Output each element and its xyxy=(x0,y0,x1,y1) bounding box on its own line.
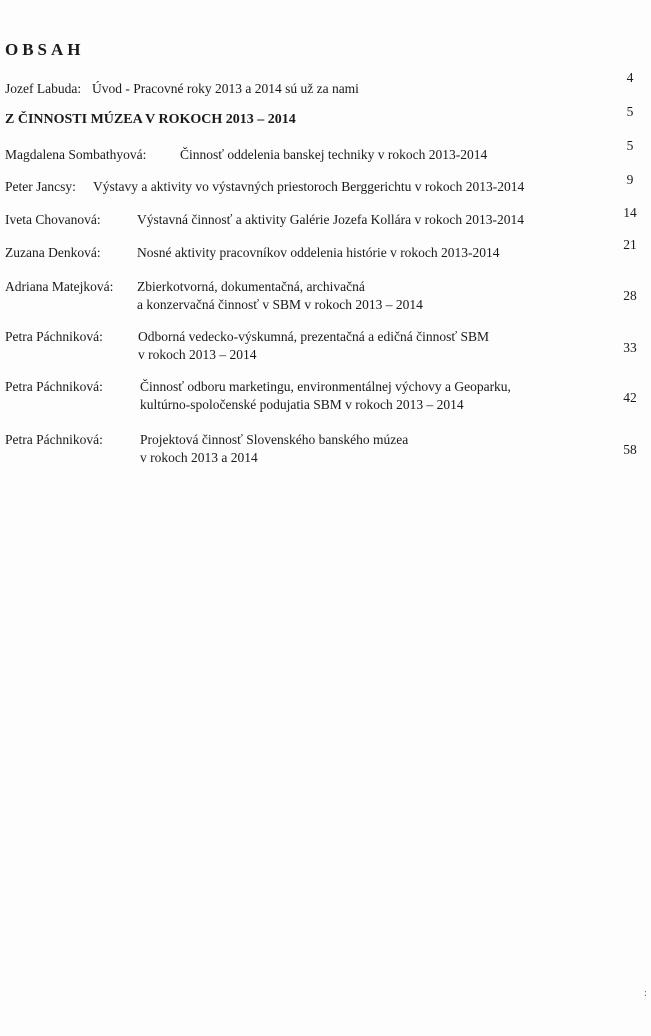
entry-author: Adriana Matejková: xyxy=(5,279,114,294)
entry-page-number: 21 xyxy=(623,237,637,252)
entry-title-line: Výstavy a aktivity vo výstavných priestoroch Berggerichtu v rokoch 2013-2014 xyxy=(93,179,525,194)
entry-title xyxy=(140,378,511,414)
entry-title-line: a konzervačná činnosť v SBM v rokoch 2013 – 2014 xyxy=(137,297,423,312)
entry-page-number: 28 xyxy=(623,288,637,303)
entry-title-line: Činnosť odboru marketingu, environmentálnej výchovy a Geoparku, xyxy=(140,379,511,394)
entry-author: Magdalena Sombathyová: xyxy=(5,147,147,162)
entry-title-line: v rokoch 2013 a 2014 xyxy=(140,450,258,465)
section-page-number: 5 xyxy=(626,104,634,119)
entry-author: Petra Páchniková: xyxy=(5,329,103,344)
entry-title-line: kultúrno-spoločenské podujatia SBM v rokoch 2013 – 2014 xyxy=(140,397,464,412)
entry-page-number: 14 xyxy=(623,205,637,220)
entry-title-line: Nosné aktivity pracovníkov oddelenia histórie v rokoch 2013-2014 xyxy=(137,245,500,260)
entry-title xyxy=(137,211,524,229)
entry-title-line: Odborná vedecko-výskumná, prezentačná a edičná činnosť SBM xyxy=(138,329,490,344)
contents-heading: OBSAH xyxy=(5,40,85,59)
entry-page-number: 33 xyxy=(623,340,637,355)
entry-author: Jozef Labuda: xyxy=(5,81,82,96)
entry-title xyxy=(137,278,423,314)
entry-title xyxy=(93,178,524,196)
entry-title xyxy=(140,431,408,467)
entry-title-line: v rokoch 2013 – 2014 xyxy=(138,347,257,362)
entry-author: Zuzana Denková: xyxy=(5,245,101,260)
entry-title-line: Projektová činnosť Slovenského banského múzea xyxy=(140,432,409,447)
entry-title-line: Činnosť oddelenia banskej techniky v rokoch 2013-2014 xyxy=(180,147,488,162)
entry-title: Úvod - Pracovné roky 2013 a 2014 sú už za nami xyxy=(92,81,359,96)
entry-author: Petra Páchniková: xyxy=(5,432,103,447)
corner-mark: : xyxy=(644,988,647,999)
section-heading: Z ČINNOSTI MÚZEA V ROKOCH 2013 – 2014 xyxy=(5,112,296,127)
entry-author: Iveta Chovanová: xyxy=(5,212,101,227)
entry-title xyxy=(180,146,487,164)
entry-author: Peter Jancsy: xyxy=(5,179,76,194)
entry-title xyxy=(137,244,500,262)
entry-page-number: 4 xyxy=(626,70,634,85)
entry-title xyxy=(138,328,489,364)
entry-page-number: 42 xyxy=(623,390,637,405)
entry-title-line: Zbierkotvorná, dokumentačná, archivačná xyxy=(137,279,365,294)
entry-title-line: Výstavná činnosť a aktivity Galérie Jozefa Kollára v rokoch 2013-2014 xyxy=(137,212,525,227)
entry-page-number: 5 xyxy=(626,138,634,153)
entry-author: Petra Páchniková: xyxy=(5,379,103,394)
entry-page-number: 58 xyxy=(623,442,637,457)
entry-page-number: 9 xyxy=(626,172,634,187)
